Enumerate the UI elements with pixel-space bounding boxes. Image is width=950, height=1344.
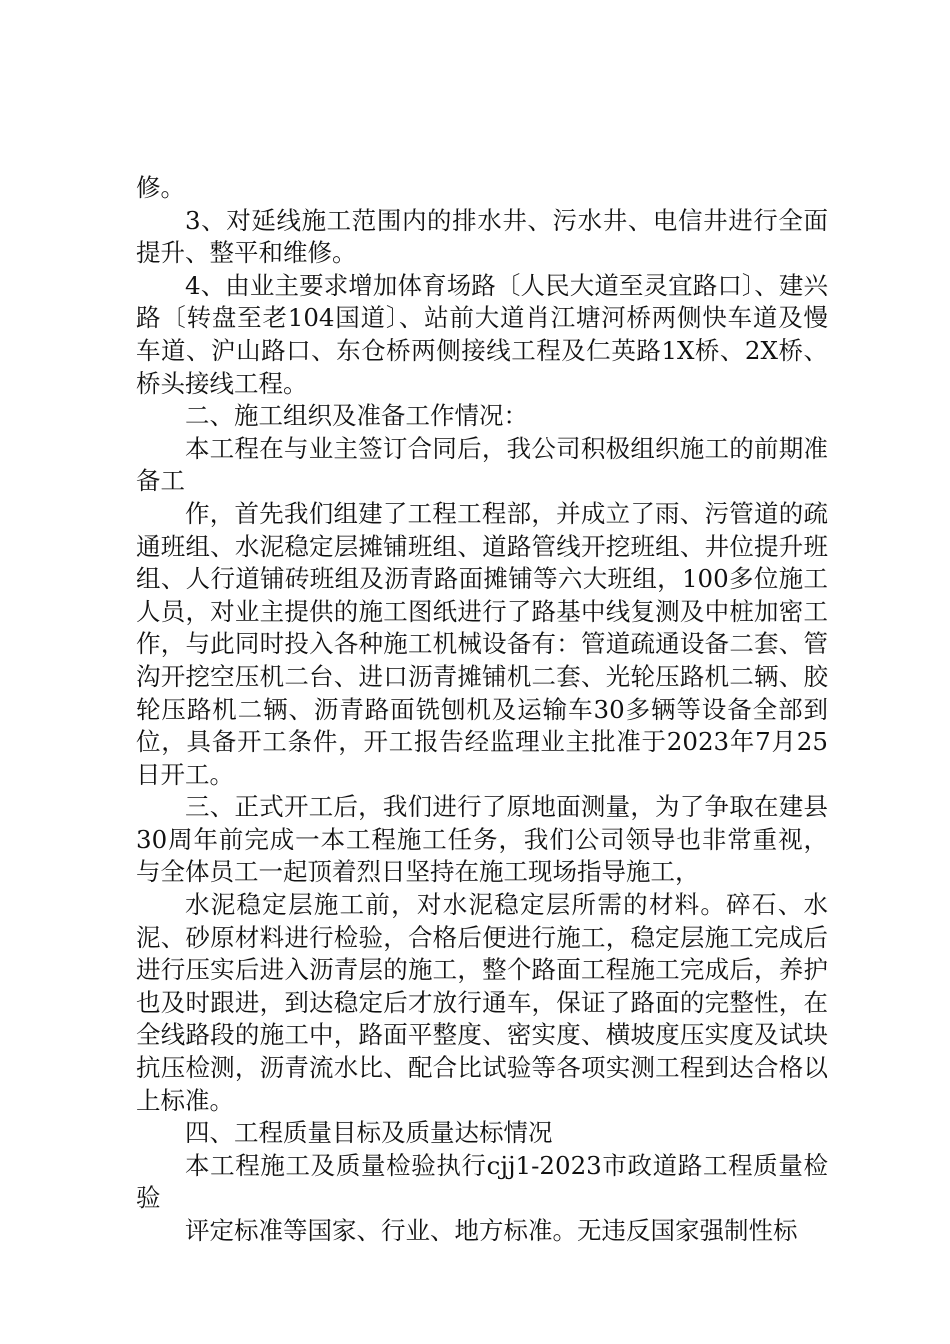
document-page bbox=[136, 172, 828, 1248]
section-heading-4: 四、工程质量目标及质量达标情况 bbox=[185, 1118, 553, 1148]
paragraph-preparation-intro: 本工程在与业主签订合同后，我公司积极组织施工的前期准备工 bbox=[136, 433, 828, 496]
paragraph-preparation-details: 作，首先我们组建了工程工程部，并成立了雨、污管道的疏通班组、水泥稳定层摊铺班组、道路管线开挖班组、井位提升班组、人行道铺砖班组及沥青路面摊铺等六大班组，100多位施工人员，对业主提供的施工图纸进行了路基中线复测及中桩加密工作，与此同时投入各种施工机械设备有：管道疏通设备二套、管沟开挖空压机二台、进口沥青摊铺机二套、光轮压路机二辆、胶轮压路机二辆、沥青路面铣刨机及运输车30多辆等设备全部到位，具备开工条件，开工报告经监理业主批准于2023年7月25日开工。 bbox=[136, 498, 828, 789]
paragraph-item-3: 3、对延线施工范围内的排水井、污水井、电信井进行全面提升、整平和维修。 bbox=[136, 205, 828, 268]
paragraph-quality-standard-cont: 评定标准等国家、行业、地方标准。无违反国家强制性标 bbox=[185, 1216, 798, 1245]
paragraph-construction-process: 水泥稳定层施工前，对水泥稳定层所需的材料。碎石、水泥、砂原材料进行检验，合格后便进行施工，稳定层施工完成后进行压实后进入沥青层的施工，整个路面工程施工完成后，养护也及时跟进，到达稳定后才放行通车，保证了路面的完整性，在全线路段的施工中，路面平整度、密实度、横坡度压实度及试块抗压检测，沥青流水比、配合比试验等各项实测工程到达合格以上标准。 bbox=[136, 890, 828, 1115]
section-heading-3: 三、正式开工后，我们进行了原地面测量，为了争取在建县30周年前完成一本工程施工任务，我们公司领导也非常重视，与全体员工一起顶着烈日坚持在施工现场指导施工， bbox=[136, 792, 828, 887]
section-heading-2: 二、施工组织及准备工作情况： bbox=[185, 401, 528, 431]
paragraph-quality-standard: 本工程施工及质量检验执行cjj1-2023市政道路工程质量检验 bbox=[136, 1150, 828, 1213]
paragraph-continuation: 修。 bbox=[136, 173, 185, 202]
paragraph-item-4: 4、由业主要求增加体育场路〔人民大道至灵宜路口〕、建兴路〔转盘至老104国道〕、站前大道肖江塘河桥两侧快车道及慢车道、沪山路口、东仓桥两侧接线工程及仁英路1X桥、2X桥、桥头接线工程。 bbox=[136, 270, 828, 398]
